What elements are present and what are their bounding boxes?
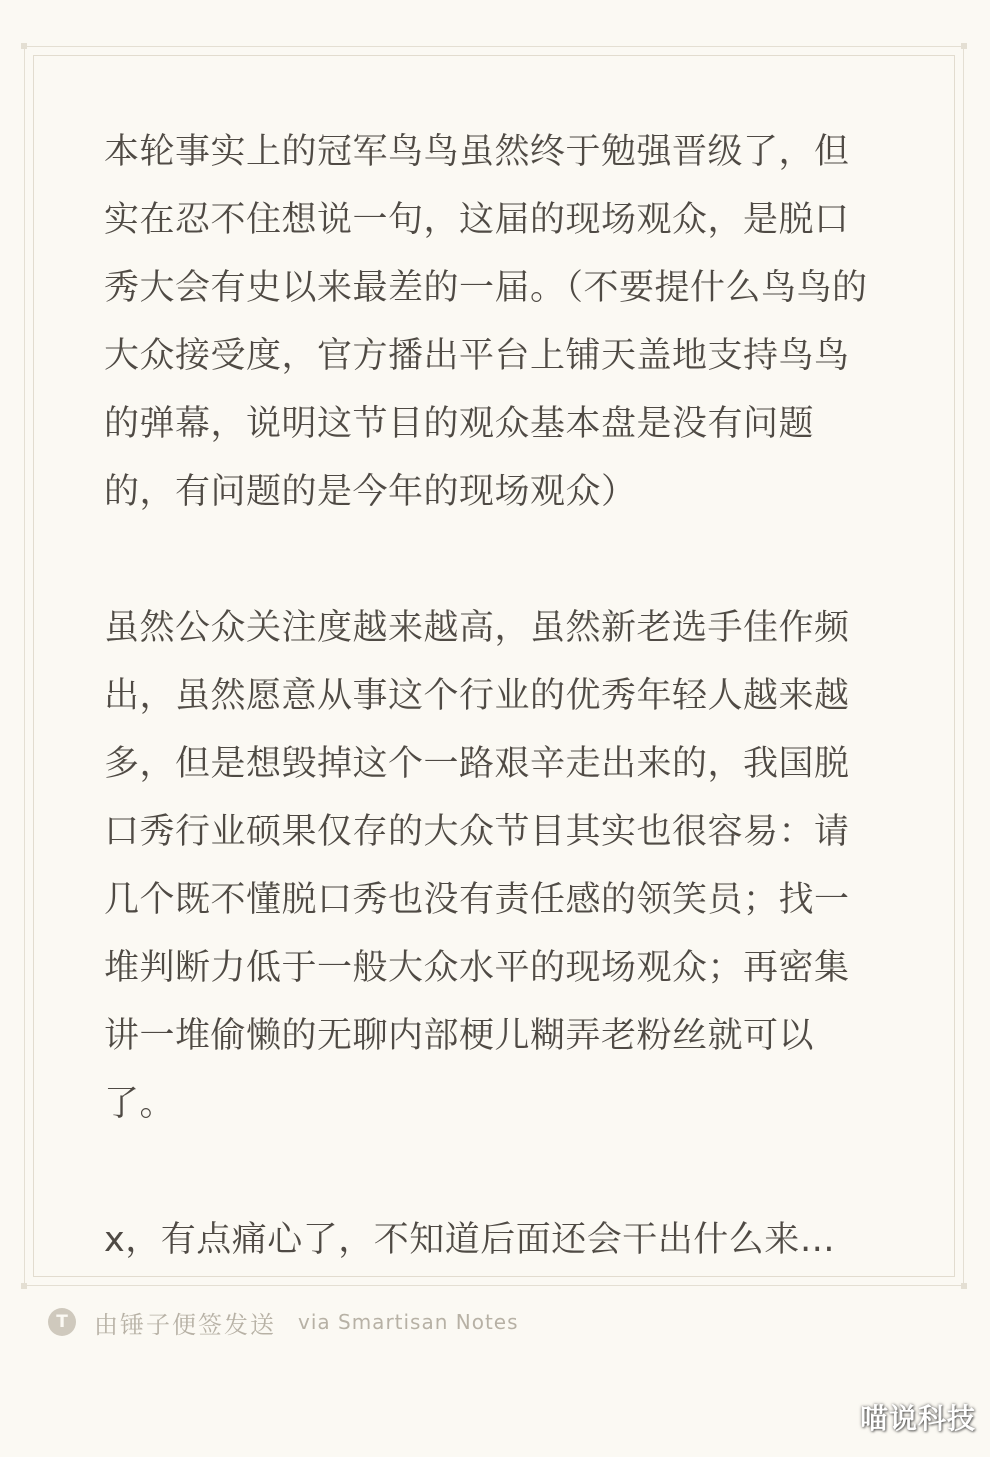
note-body: [104, 118, 879, 1274]
frame-corner-top-right: [961, 43, 967, 49]
note-footer: [48, 1305, 519, 1339]
sent-via-label-cn: 由锤子便签发送: [94, 1310, 276, 1339]
note-paragraph-3: x，有点痛心了，不知道后面还会干出什么来…: [104, 1220, 836, 1260]
note-paragraph-2: 虽然公众关注度越来越高，虽然新老选手佳作频出，虽然愿意从事这个行业的优秀年轻人越来越多，但是想毁掉这个一路艰辛走出来的，我国脱口秀行业硕果仅存的大众节目其实也很容易：请几个既不懂脱口秀也没有责任感的领笑员；找一堆判断力低于一般大众水平的现场观众；再密集讲一堆偷懒的无聊内部梗儿糊弄老粉丝就可以了。: [104, 608, 850, 1124]
frame-corner-top-left: [21, 43, 27, 49]
watermark: 喵说科技: [859, 1402, 976, 1435]
sent-via-label-en: via Smartisan Notes: [298, 1310, 519, 1334]
note-paragraph-1: 本轮事实上的冠军鸟鸟虽然终于勉强晋级了，但实在忍不住想说一句，这届的现场观众，是脱口秀大会有史以来最差的一届。（不要提什么鸟鸟的大众接受度，官方播出平台上铺天盖地支持鸟鸟的弹幕，说明这节目的观众基本盘是没有问题的，有问题的是今年的现场观众）: [104, 132, 868, 512]
frame-corner-bottom-left: [21, 1283, 27, 1289]
frame-corner-bottom-right: [961, 1283, 967, 1289]
smartisan-t-icon: T: [48, 1308, 76, 1336]
